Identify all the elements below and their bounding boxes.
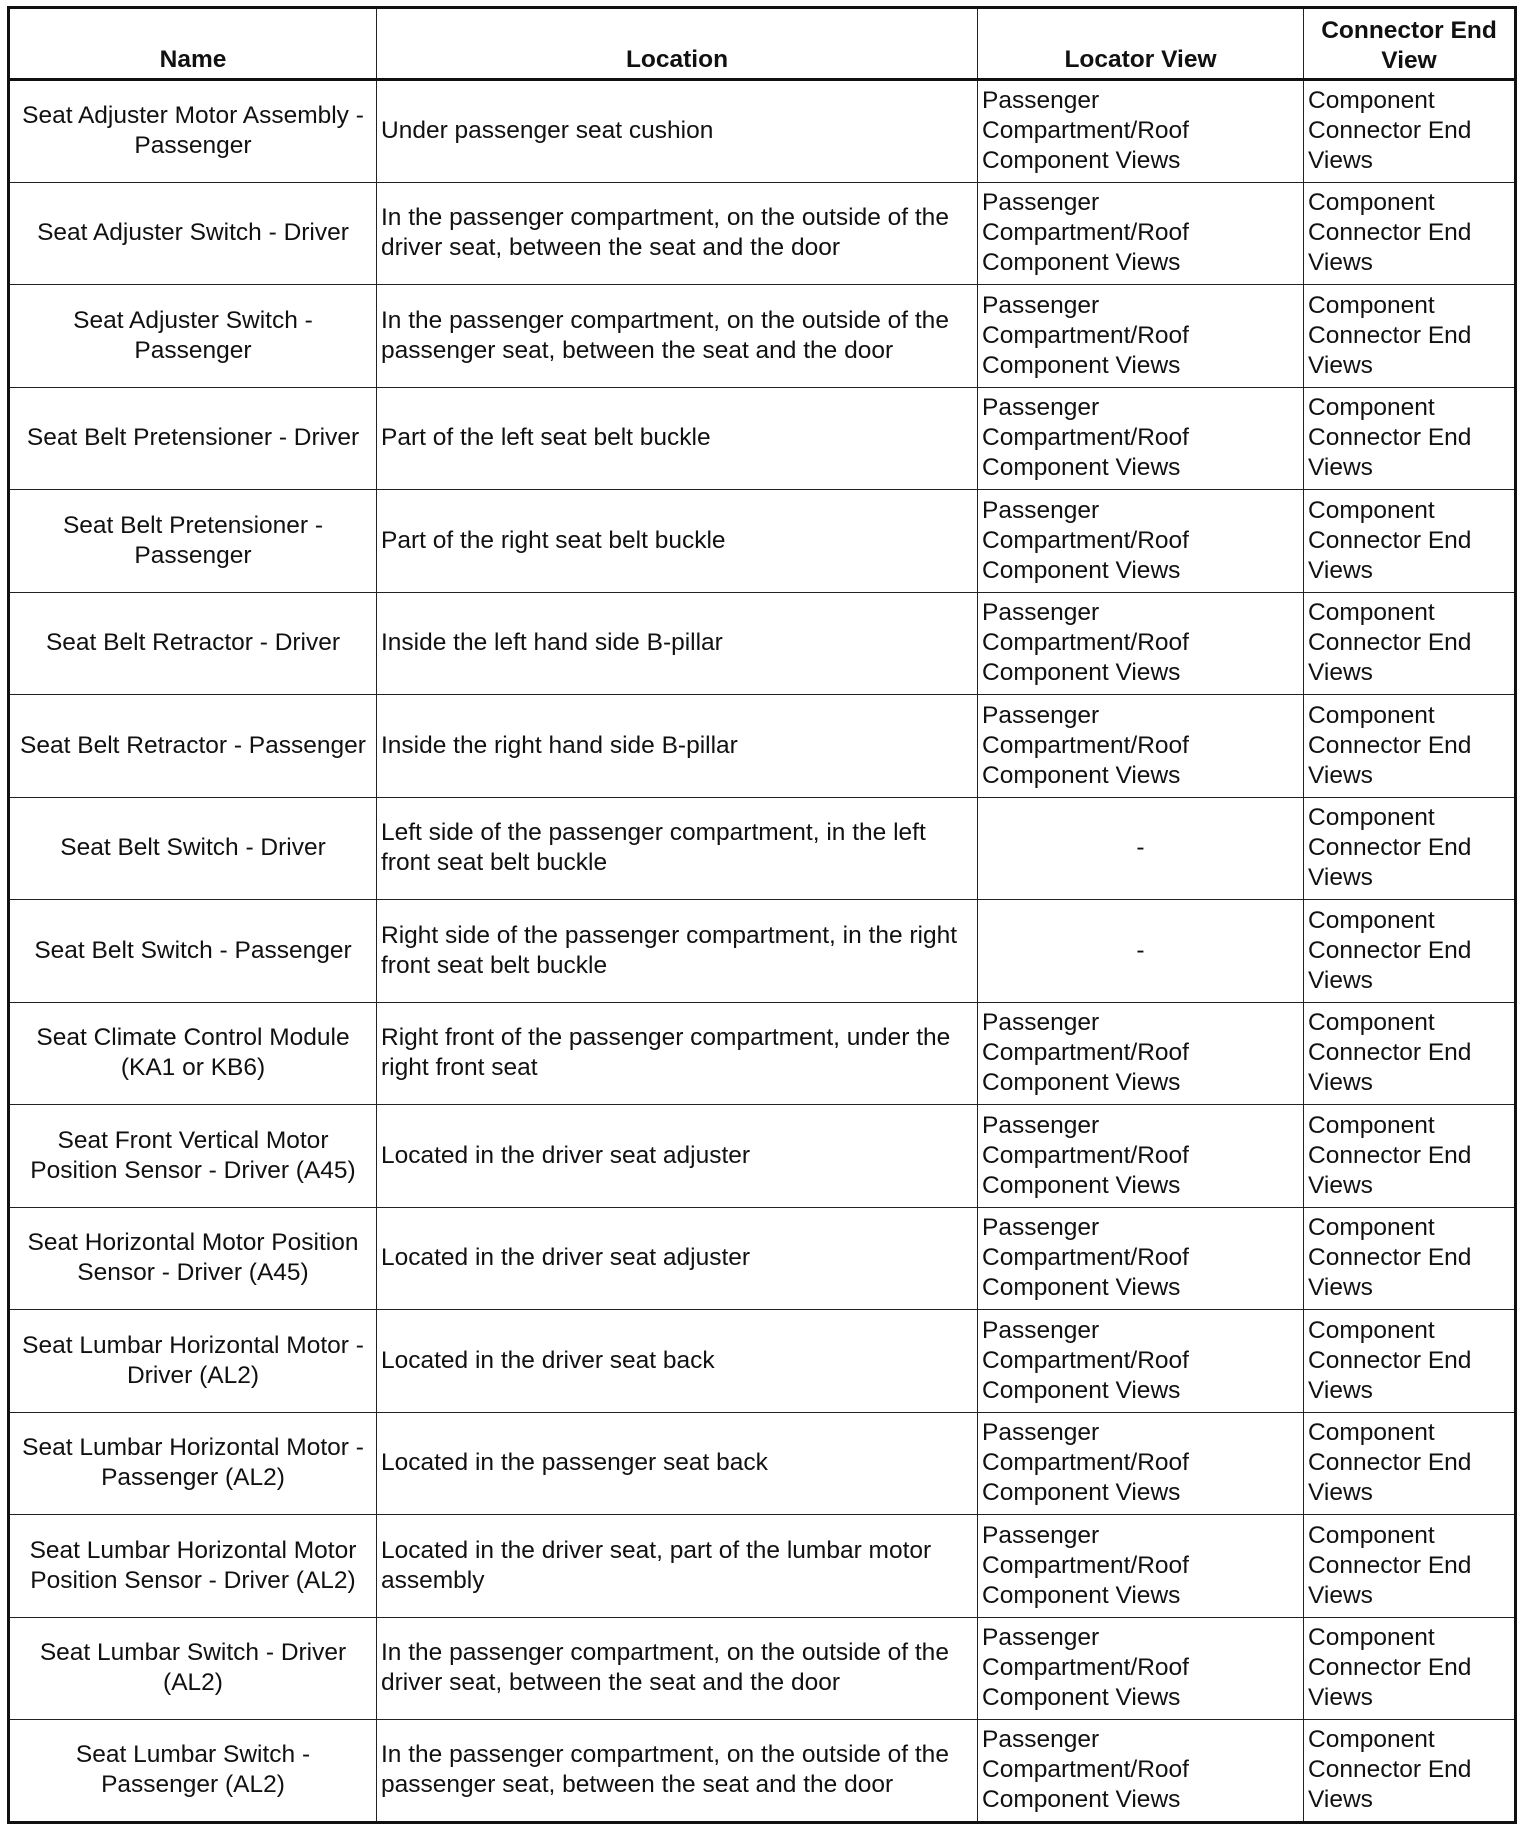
table-row [9, 1617, 1516, 1720]
table-header [9, 8, 1516, 80]
cell-locator-view-link[interactable]: Passenger Compartment/Roof Component Views [978, 1105, 1304, 1208]
component-locator-table-wrapper [7, 6, 1517, 1824]
column-header-name: Name [9, 8, 377, 80]
cell-connector-end-view-link[interactable]: Component Connector End Views [1304, 1105, 1516, 1208]
cell-name: Seat Lumbar Switch - Passenger (AL2) [9, 1720, 377, 1823]
cell-connector-end-view-link[interactable]: Component Connector End Views [1304, 592, 1516, 695]
header-row [9, 8, 1516, 80]
table-row [9, 80, 1516, 183]
cell-connector-end-view-link[interactable]: Component Connector End Views [1304, 900, 1516, 1003]
cell-name: Seat Belt Pretensioner - Driver [9, 387, 377, 490]
cell-location: In the passenger compartment, on the outside of the passenger seat, between the seat and the door [377, 285, 978, 388]
cell-name: Seat Belt Retractor - Passenger [9, 695, 377, 798]
cell-name: Seat Front Vertical Motor Position Sensor - Driver (A45) [9, 1105, 377, 1208]
cell-locator-view-link[interactable]: Passenger Compartment/Roof Component Views [978, 695, 1304, 798]
cell-location: Under passenger seat cushion [377, 80, 978, 183]
table-row [9, 285, 1516, 388]
table-row [9, 387, 1516, 490]
cell-location: Inside the left hand side B-pillar [377, 592, 978, 695]
cell-connector-end-view-link[interactable]: Component Connector End Views [1304, 1515, 1516, 1618]
cell-name: Seat Belt Pretensioner - Passenger [9, 490, 377, 593]
table-row [9, 1515, 1516, 1618]
cell-connector-end-view-link[interactable]: Component Connector End Views [1304, 182, 1516, 285]
cell-connector-end-view-link[interactable]: Component Connector End Views [1304, 490, 1516, 593]
cell-locator-view-link[interactable]: Passenger Compartment/Roof Component Views [978, 80, 1304, 183]
column-header-connector-end-view: Connector End View [1304, 8, 1516, 80]
cell-connector-end-view-link[interactable]: Component Connector End Views [1304, 797, 1516, 900]
table-row [9, 182, 1516, 285]
cell-locator-view-link[interactable]: Passenger Compartment/Roof Component Views [978, 490, 1304, 593]
cell-location: In the passenger compartment, on the outside of the driver seat, between the seat and the door [377, 182, 978, 285]
cell-location: Part of the right seat belt buckle [377, 490, 978, 593]
cell-locator-view-link[interactable]: Passenger Compartment/Roof Component Views [978, 182, 1304, 285]
cell-name: Seat Lumbar Switch - Driver (AL2) [9, 1617, 377, 1720]
table-row [9, 1002, 1516, 1105]
cell-name: Seat Adjuster Switch - Passenger [9, 285, 377, 388]
cell-location: Located in the driver seat back [377, 1310, 978, 1413]
table-row [9, 1207, 1516, 1310]
column-header-location: Location [377, 8, 978, 80]
cell-locator-view-link[interactable]: Passenger Compartment/Roof Component Views [978, 1617, 1304, 1720]
cell-name: Seat Belt Retractor - Driver [9, 592, 377, 695]
cell-locator-view-link[interactable]: Passenger Compartment/Roof Component Views [978, 1720, 1304, 1823]
cell-locator-view-link[interactable]: Passenger Compartment/Roof Component Views [978, 592, 1304, 695]
cell-location: In the passenger compartment, on the outside of the driver seat, between the seat and the door [377, 1617, 978, 1720]
table-row [9, 1105, 1516, 1208]
cell-locator-view-link: - [978, 900, 1304, 1003]
cell-location: Inside the right hand side B-pillar [377, 695, 978, 798]
cell-connector-end-view-link[interactable]: Component Connector End Views [1304, 387, 1516, 490]
cell-locator-view-link: - [978, 797, 1304, 900]
table-row [9, 1720, 1516, 1823]
cell-locator-view-link[interactable]: Passenger Compartment/Roof Component Views [978, 1515, 1304, 1618]
cell-name: Seat Horizontal Motor Position Sensor - Driver (A45) [9, 1207, 377, 1310]
cell-locator-view-link[interactable]: Passenger Compartment/Roof Component Views [978, 1412, 1304, 1515]
cell-connector-end-view-link[interactable]: Component Connector End Views [1304, 695, 1516, 798]
cell-name: Seat Lumbar Horizontal Motor - Driver (AL2) [9, 1310, 377, 1413]
cell-location: In the passenger compartment, on the outside of the passenger seat, between the seat and the door [377, 1720, 978, 1823]
cell-connector-end-view-link[interactable]: Component Connector End Views [1304, 1207, 1516, 1310]
cell-locator-view-link[interactable]: Passenger Compartment/Roof Component Views [978, 1310, 1304, 1413]
cell-location: Part of the left seat belt buckle [377, 387, 978, 490]
cell-location: Located in the passenger seat back [377, 1412, 978, 1515]
table-row [9, 695, 1516, 798]
table-body [9, 80, 1516, 1823]
cell-locator-view-link[interactable]: Passenger Compartment/Roof Component Views [978, 285, 1304, 388]
cell-connector-end-view-link[interactable]: Component Connector End Views [1304, 1002, 1516, 1105]
cell-name: Seat Lumbar Horizontal Motor - Passenger (AL2) [9, 1412, 377, 1515]
cell-name: Seat Belt Switch - Driver [9, 797, 377, 900]
cell-locator-view-link[interactable]: Passenger Compartment/Roof Component Views [978, 1002, 1304, 1105]
cell-name: Seat Lumbar Horizontal Motor Position Sensor - Driver (AL2) [9, 1515, 377, 1618]
table-row [9, 1310, 1516, 1413]
table-row [9, 797, 1516, 900]
cell-location: Right front of the passenger compartment, under the right front seat [377, 1002, 978, 1105]
component-locator-table [7, 6, 1517, 1824]
cell-locator-view-link[interactable]: Passenger Compartment/Roof Component Views [978, 1207, 1304, 1310]
cell-name: Seat Climate Control Module (KA1 or KB6) [9, 1002, 377, 1105]
table-row [9, 490, 1516, 593]
cell-connector-end-view-link[interactable]: Component Connector End Views [1304, 1412, 1516, 1515]
column-header-locator-view: Locator View [978, 8, 1304, 80]
table-row [9, 900, 1516, 1003]
table-row [9, 592, 1516, 695]
cell-name: Seat Adjuster Switch - Driver [9, 182, 377, 285]
table-row [9, 1412, 1516, 1515]
cell-connector-end-view-link[interactable]: Component Connector End Views [1304, 80, 1516, 183]
cell-location: Located in the driver seat adjuster [377, 1207, 978, 1310]
cell-location: Located in the driver seat, part of the lumbar motor assembly [377, 1515, 978, 1618]
cell-connector-end-view-link[interactable]: Component Connector End Views [1304, 1310, 1516, 1413]
cell-name: Seat Adjuster Motor Assembly - Passenger [9, 80, 377, 183]
cell-location: Left side of the passenger compartment, in the left front seat belt buckle [377, 797, 978, 900]
cell-connector-end-view-link[interactable]: Component Connector End Views [1304, 1720, 1516, 1823]
cell-location: Located in the driver seat adjuster [377, 1105, 978, 1208]
cell-connector-end-view-link[interactable]: Component Connector End Views [1304, 285, 1516, 388]
cell-name: Seat Belt Switch - Passenger [9, 900, 377, 1003]
cell-connector-end-view-link[interactable]: Component Connector End Views [1304, 1617, 1516, 1720]
cell-location: Right side of the passenger compartment, in the right front seat belt buckle [377, 900, 978, 1003]
cell-locator-view-link[interactable]: Passenger Compartment/Roof Component Views [978, 387, 1304, 490]
